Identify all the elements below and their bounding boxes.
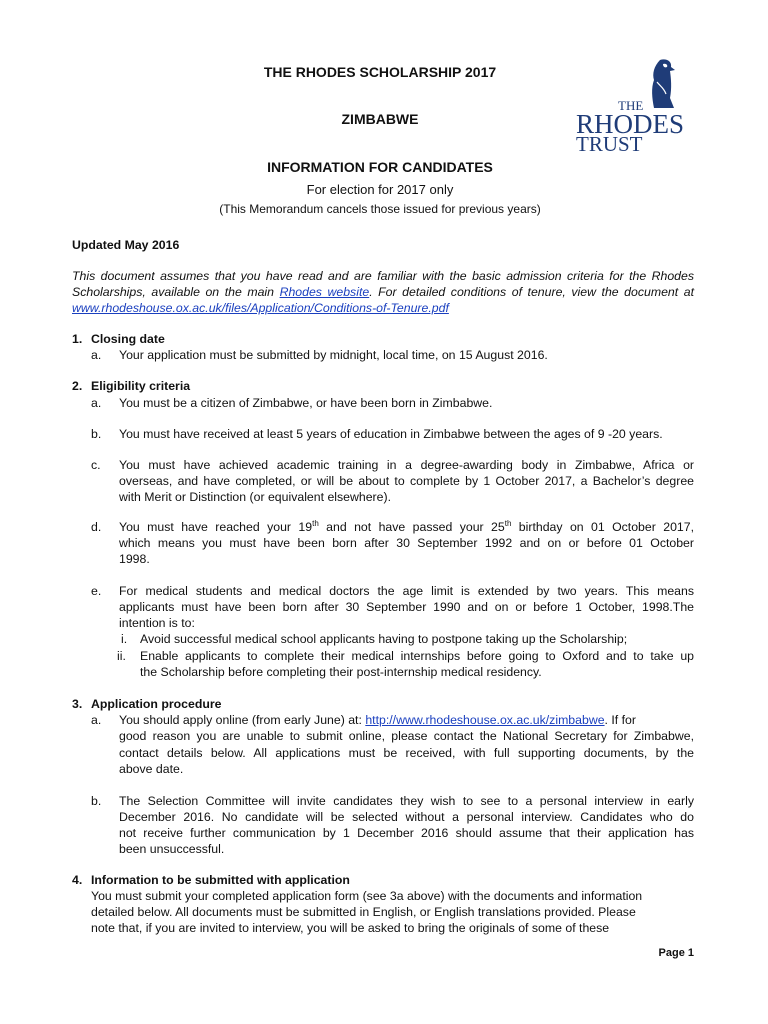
rhodes-website-link[interactable]: Rhodes website bbox=[279, 285, 370, 299]
list-marker: e. bbox=[91, 584, 102, 598]
list-marker: b. bbox=[91, 427, 102, 441]
procedure-text: You should apply online (from early June) at: bbox=[119, 713, 366, 727]
closing-date-text: Your application must be submitted by midnight, local time, on 15 August 2016. bbox=[119, 348, 548, 362]
eligibility-e-ii-line-1: Enable applicants to complete their medical internships before going to Oxford and to take up bbox=[140, 649, 694, 663]
rhodes-trust-logo bbox=[570, 58, 700, 156]
section-2-title: Eligibility criteria bbox=[91, 379, 191, 393]
conditions-of-tenure-link[interactable]: www.rhodeshouse.ox.ac.uk/files/Application/Conditions-of-Tenure.pdf bbox=[72, 301, 449, 315]
intro-line-1: This document assumes that you have read and are familiar with the basic admission criteria for the Rhodes bbox=[72, 269, 694, 283]
section-4-line-2: detailed below. All documents must be submitted in English, or English translations provided. Please bbox=[91, 905, 636, 919]
eligibility-e-line-2: applicants must have been born after 30 September 1990 and on or before 1 October, 1998.The bbox=[119, 600, 694, 614]
section-1-title: Closing date bbox=[91, 332, 165, 346]
eligibility-e-line-3: intention is to: bbox=[119, 616, 195, 630]
intro-text: Scholarships, available on the main bbox=[72, 285, 280, 299]
memo-note: (This Memorandum cancels those issued for previous years) bbox=[219, 202, 541, 216]
section-2-number: 2. bbox=[72, 379, 83, 393]
document-title: THE RHODES SCHOLARSHIP 2017 bbox=[263, 64, 497, 80]
procedure-b-line-2: December 2016. No candidate will be selected without a personal interview. Candidates who do bbox=[119, 810, 694, 824]
apply-online-link[interactable]: http://www.rhodeshouse.ox.ac.uk/zimbabwe bbox=[365, 713, 605, 727]
country-heading: ZIMBABWE bbox=[341, 111, 419, 127]
procedure-text: . If for bbox=[604, 713, 636, 727]
age-text: You must have reached your 19 bbox=[119, 520, 313, 534]
intro-line-2 bbox=[72, 284, 694, 301]
eligibility-e-ii-line-2: the Scholarship before completing their post-internship medical residency. bbox=[140, 665, 542, 679]
procedure-a-line-3: contact details below. All applications must be received, with full supporting documents, by the bbox=[119, 746, 694, 760]
eligibility-a: You must be a citizen of Zimbabwe, or have been born in Zimbabwe. bbox=[119, 396, 493, 410]
ordinal-suffix: th bbox=[504, 518, 512, 528]
eligibility-b: You must have received at least 5 years of education in Zimbabwe between the ages of 9 -20 years. bbox=[119, 427, 663, 441]
logo-the: THE bbox=[618, 98, 644, 113]
list-marker: b. bbox=[91, 794, 102, 808]
page-number: Page 1 bbox=[658, 947, 694, 959]
eligibility-e-i: Avoid successful medical school applicants having to postpone taking up the Scholarship; bbox=[140, 632, 628, 646]
election-note: For election for 2017 only bbox=[306, 182, 454, 197]
ordinal-suffix: th bbox=[312, 518, 319, 528]
eligibility-c-line-3: with Merit or Distinction (or equivalent elsewhere). bbox=[119, 490, 392, 504]
procedure-b-line-4: been unsuccessful. bbox=[119, 842, 225, 856]
eligibility-d-line-3: 1998. bbox=[119, 552, 150, 566]
eligibility-d-line-2: which means you must have been born after 30 September 1992 and on or before 01 October bbox=[119, 536, 694, 550]
eligibility-c-line-1: You must have achieved academic training in a degree-awarding body in Zimbabwe, Africa or bbox=[119, 458, 694, 472]
section-4-number: 4. bbox=[72, 873, 83, 887]
list-marker: d. bbox=[91, 520, 102, 534]
section-4-title: Information to be submitted with application bbox=[91, 873, 350, 887]
section-3-title: Application procedure bbox=[91, 697, 222, 711]
bird-emblem-icon bbox=[646, 58, 678, 110]
eligibility-c-line-2: overseas, and have completed, or will be about to complete by 1 October 2017, a Bachelor’s degree bbox=[119, 474, 694, 488]
intro-line-3 bbox=[72, 300, 449, 317]
list-marker: a. bbox=[91, 713, 102, 727]
procedure-a-line-4: above date. bbox=[119, 762, 184, 776]
age-text: and not have passed your 25 bbox=[318, 520, 505, 534]
section-4-line-1: You must submit your completed application form (see 3a above) with the documents and information bbox=[91, 889, 643, 903]
procedure-b-line-3: not receive further communication by 1 December 2016 should assume that their application has bbox=[119, 826, 694, 840]
logo-trust: TRUST bbox=[576, 132, 643, 156]
updated-date: Updated May 2016 bbox=[72, 238, 180, 252]
intro-text: . For detailed conditions of tenure, view the document at bbox=[369, 285, 694, 299]
procedure-b-line-1: The Selection Committee will invite candidates they wish to see to a personal interview in early bbox=[119, 794, 694, 808]
list-marker: a. bbox=[91, 348, 102, 362]
eligibility-e-line-1: For medical students and medical doctors the age limit is extended by two years. This means bbox=[119, 584, 694, 598]
eligibility-d-line-1 bbox=[119, 519, 694, 536]
section-1-number: 1. bbox=[72, 332, 83, 346]
logo-rhodes: RHODES bbox=[576, 109, 685, 139]
list-marker: c. bbox=[91, 458, 101, 472]
list-marker: i. bbox=[121, 632, 128, 646]
age-text: birthday on 01 October 2017, bbox=[511, 520, 695, 534]
section-3-number: 3. bbox=[72, 697, 83, 711]
subtitle-heading: INFORMATION FOR CANDIDATES bbox=[267, 159, 493, 175]
section-4-line-3: note that, if you are invited to interview, you will be asked to bring the originals of some of these bbox=[91, 921, 610, 935]
procedure-a-line-2: good reason you are unable to submit online, please contact the National Secretary for Zimbabwe, bbox=[119, 729, 694, 743]
list-marker: ii. bbox=[117, 649, 126, 663]
list-marker: a. bbox=[91, 396, 102, 410]
procedure-a-line-1 bbox=[119, 712, 636, 729]
